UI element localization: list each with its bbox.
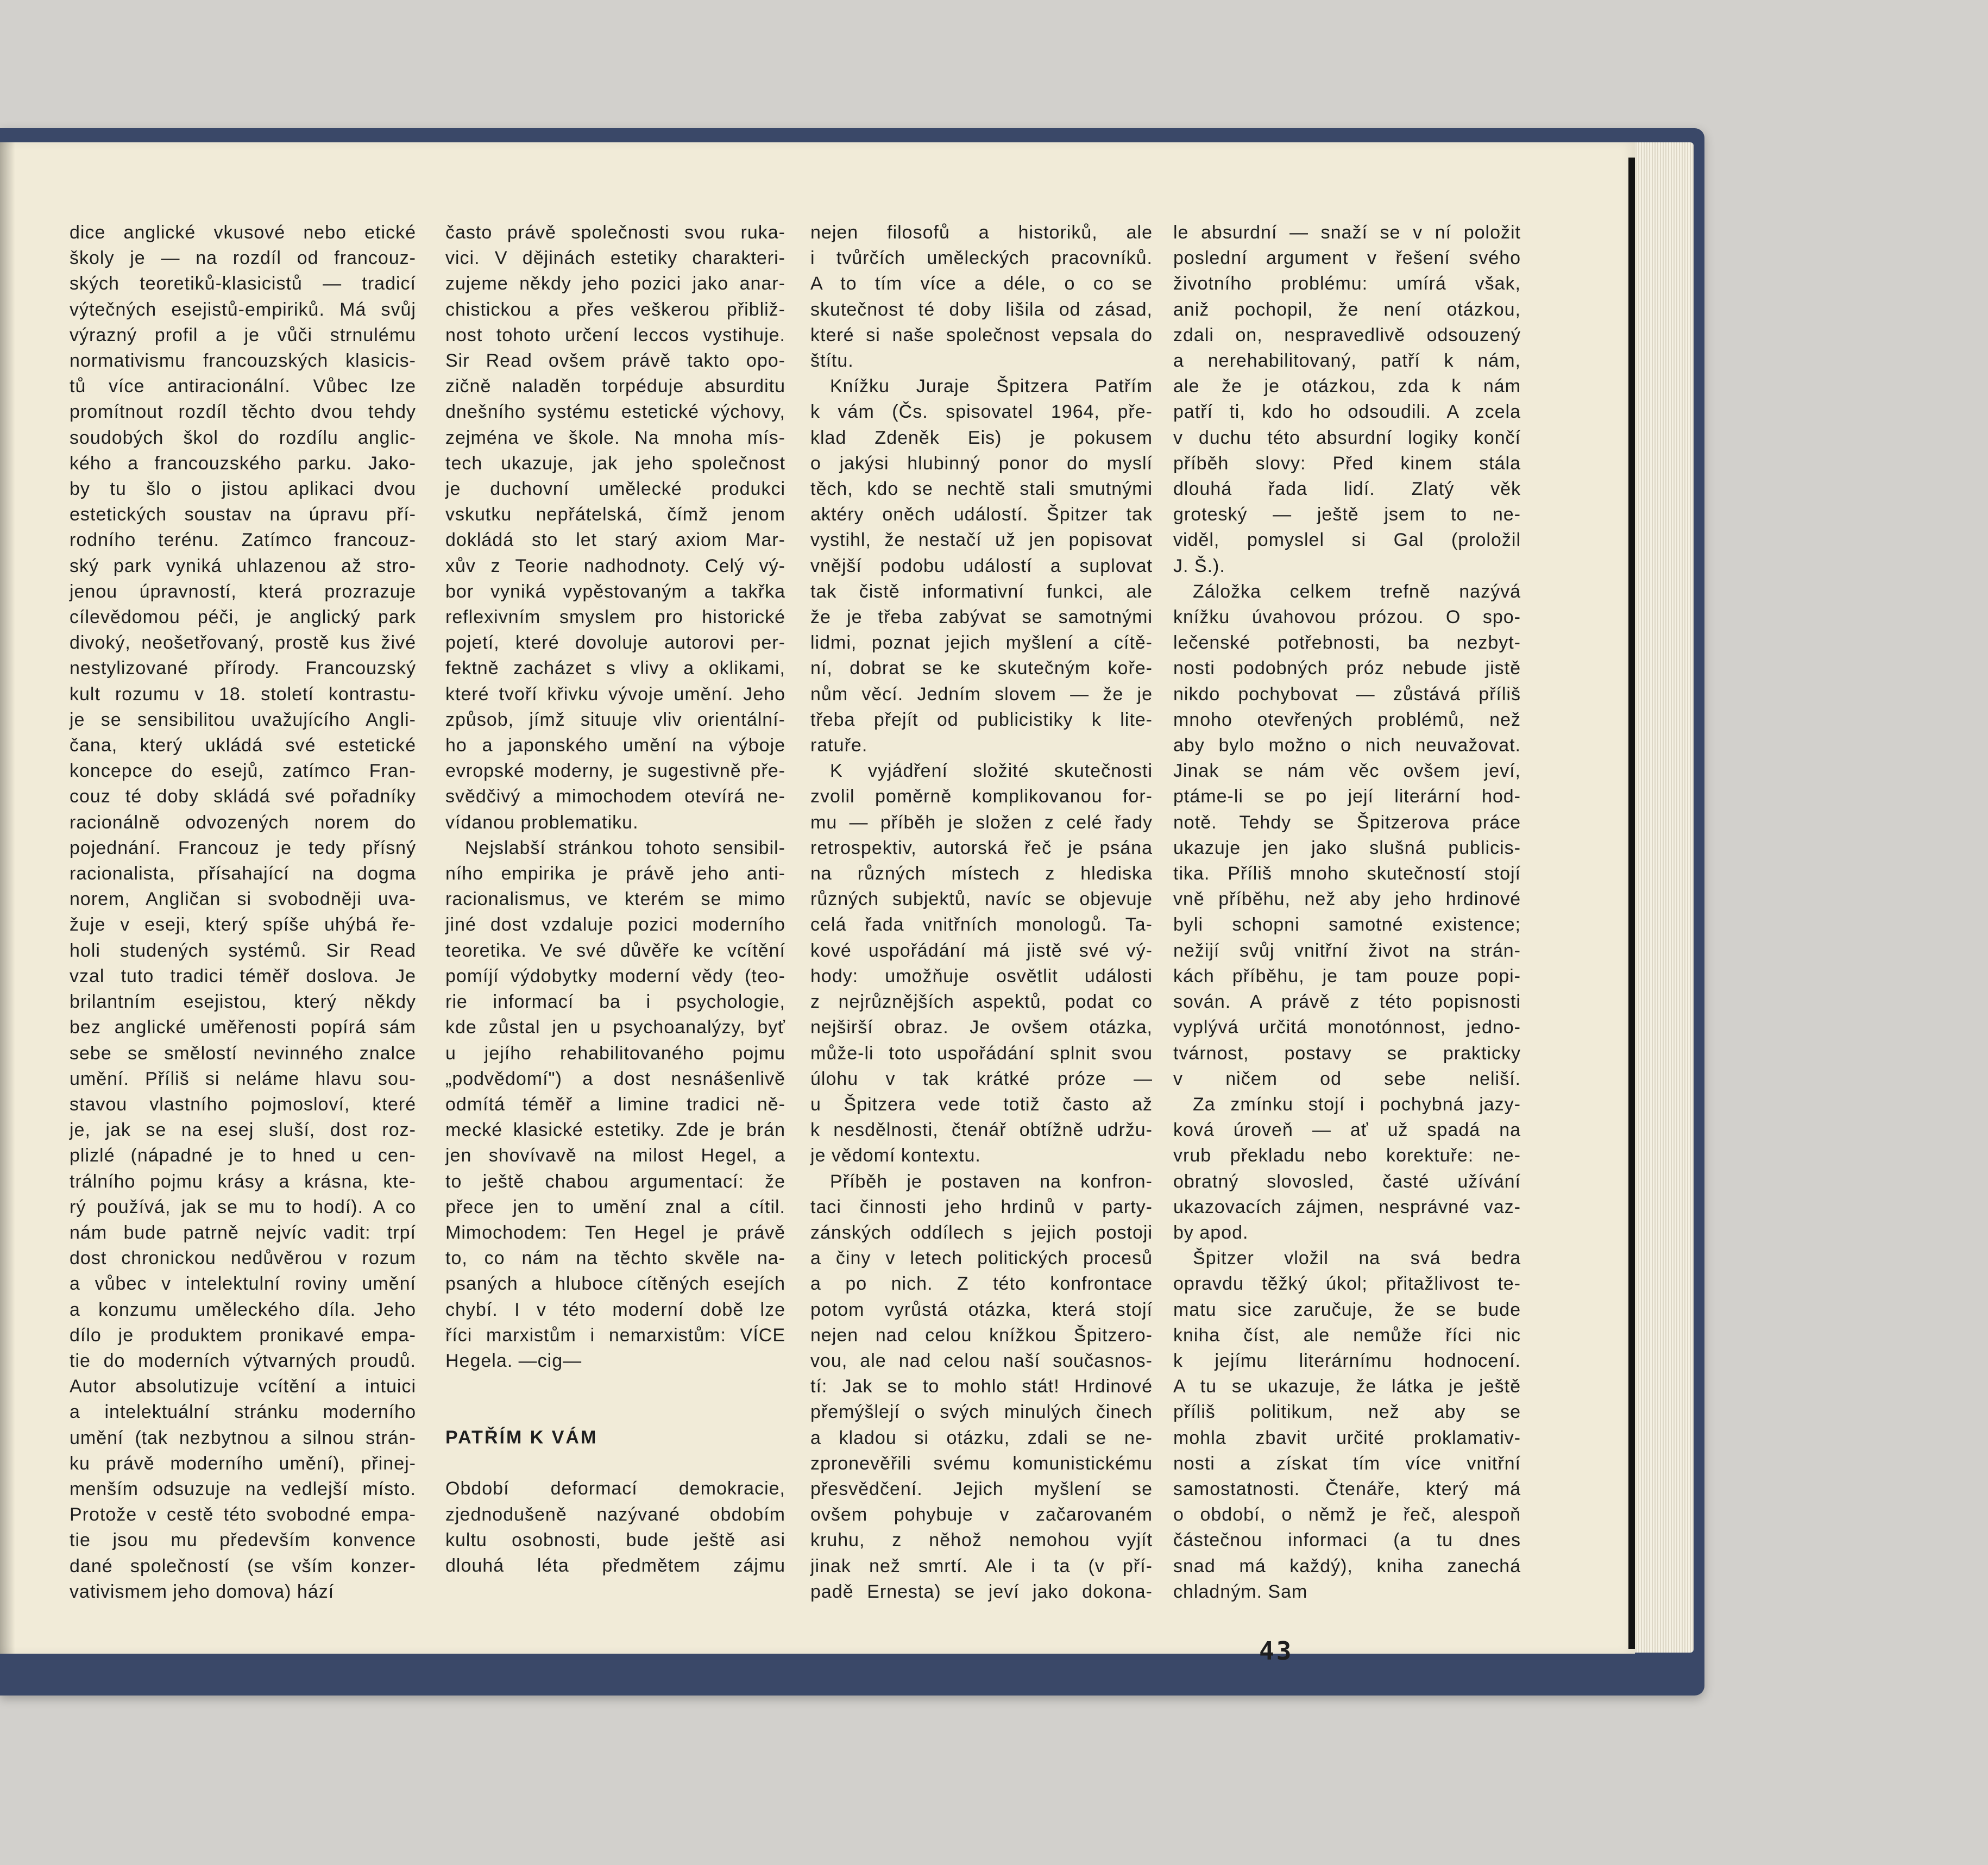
text-line: teoretika. Ve své důvěře ke vcítění (445, 940, 785, 961)
text-line: i tvůrčích uměleckých pracovníků. (810, 248, 1153, 269)
spine-shadow (0, 142, 15, 1654)
text-line: je vědomí kontextu. (810, 1145, 981, 1166)
text-line: aktéry oněch událostí. Špitzer tak (810, 504, 1153, 525)
text-line: trálního pojmu krásy a krásna, kte- (70, 1171, 416, 1192)
text-line: vskutku nepřátelská, čímž jenom (445, 504, 785, 525)
text-line: ských teoretiků-klasicistů — tradicí (70, 273, 416, 294)
text-line: tika. Příliš mnoho skutečností stojí (1173, 863, 1521, 884)
text-line: notě. Tehdy se Špitzerova práce (1173, 812, 1521, 833)
page-fore-edge (1634, 142, 1694, 1653)
text-line: reflexivním smyslem pro historické (445, 607, 785, 628)
text-line: pojetí, které dovoluje autorovi per- (445, 632, 785, 654)
text-line: k nesdělnosti, čtenář obtížně udržu- (810, 1120, 1153, 1141)
text-line: vzal tuto tradici téměř doslova. Je (70, 965, 416, 987)
text-line: pojednání. Francouz je tedy přísný (70, 837, 416, 858)
text-line: příběh slovy: Před kinem stála (1173, 453, 1521, 474)
text-line: jiné dost vzdaluje pozici moderního (445, 914, 785, 935)
text-line: nežijí svůj vnitřní život na strán- (1173, 940, 1521, 961)
text-line: na různých místech z hlediska (810, 863, 1153, 884)
text-line: vystihl, že nestačí už jen popisovat (810, 530, 1153, 551)
text-line: nům věcí. Jedním slovem — že je (810, 683, 1153, 705)
text-line: mnoho otevřených problémů, než (1173, 709, 1521, 730)
text-line: nosti podobných próz nebude jistě (1173, 658, 1521, 679)
text-line: xův z Teorie nadhodnoty. Celý vý- (445, 555, 785, 576)
text-line: Knížku Juraje Špitzera Patřím (830, 376, 1153, 397)
text-line: lidmi, poznat jejich myšlení a cítě- (810, 632, 1153, 654)
text-column-3 (810, 220, 1153, 1605)
text-line: o období, o němž je řeč, alespoň (1173, 1504, 1521, 1525)
text-line: to ještě chabou argumentací: že (445, 1171, 785, 1192)
text-line: Za zmínku stojí i pochybná jazy- (1193, 1094, 1521, 1115)
text-line: dnešního systému estetické výchovy, (445, 401, 785, 423)
text-line: vyplývá určitá monotónnost, jedno- (1173, 1017, 1521, 1038)
text-line: je duchovní umělecké produkci (445, 479, 785, 500)
text-line: matu sice zaručuje, že se bude (1173, 1299, 1521, 1320)
text-line: potom vyrůstá otázka, která stojí (810, 1299, 1153, 1320)
text-line: nejen nad celou knížkou Špitzero- (810, 1324, 1153, 1346)
text-line: ního empirika je právě jeho anti- (445, 863, 785, 884)
text-line: menším odsuzuje na vedlejší místo. (70, 1478, 416, 1499)
text-line: groteský — ještě jsem to ne- (1173, 504, 1521, 525)
text-line: v duchu této absurdní logiky končí (1173, 427, 1521, 448)
text-line: školy je — na rozdíl od francouz- (70, 248, 416, 269)
text-line: by apod. (1173, 1222, 1249, 1243)
text-line: nikdo pochybovat — zůstává příliš (1173, 683, 1521, 705)
text-line: kde zůstal jen u psychoanalýzy, byť (445, 1017, 785, 1038)
text-line: umění (tak nezbytnou a silnou strán- (70, 1427, 416, 1448)
text-line: umění. Příliš si neláme hlavu sou- (70, 1068, 416, 1089)
text-line: viděl, pomyslel si Gal (proložil (1173, 530, 1521, 551)
text-line: celá řada vnitřních monologů. Ta- (810, 914, 1153, 935)
text-line: nám bude patrně nejvíc vadit: trpí (70, 1222, 416, 1243)
article-heading: PATŘÍM K VÁM (445, 1427, 598, 1448)
text-line: dlouhá řada lidí. Zlatý věk (1173, 479, 1521, 500)
text-line: říci marxistům i nemarxistům: VÍCE (445, 1324, 785, 1346)
text-line: třeba přejít od publicistiky k lite- (810, 709, 1153, 730)
text-line: vnější podobu událostí a suplovat (810, 555, 1153, 576)
text-line: tvárnost, postavy se prakticky (1173, 1043, 1521, 1064)
text-line: dokládá sto let starý axiom Mar- (445, 530, 785, 551)
text-line: plizlé (nápadné je to hned u cen- (70, 1145, 416, 1166)
text-line: zpronevěřili svému komunistickému (810, 1453, 1153, 1474)
text-line: Záložka celkem trefně nazývá (1193, 581, 1521, 602)
text-line: racionálně odvozených norem do (70, 812, 416, 833)
text-line: štítu. (810, 350, 854, 372)
text-line: a konzumu uměleckého díla. Jeho (70, 1299, 416, 1320)
text-line: Autor absolutizuje vcítění a intuici (70, 1376, 416, 1397)
text-line: různých subjektů, navíc se objevuje (810, 889, 1153, 910)
text-line: které tvoří křivku vývoje umění. Jeho (445, 683, 785, 705)
text-line: kniha číst, ale nemůže říci nic (1173, 1324, 1521, 1346)
text-line: u Špitzera vede totiž často až (810, 1094, 1153, 1115)
text-line: ukazovacích zájmen, nesprávné vaz- (1173, 1196, 1521, 1217)
text-line: vrub překladu nebo korektuře: ne- (1173, 1145, 1521, 1166)
text-line: aby bylo možno o nich neuvažovat. (1173, 735, 1521, 756)
text-line: ho a japonského umění na výboje (445, 735, 785, 756)
text-line: ková úroveň — ať už spadá na (1173, 1120, 1521, 1141)
text-line: jen shovívavě na milost Hegel, a (445, 1145, 785, 1166)
text-line: zujeme někdy jeho pozici jako anar- (445, 273, 785, 294)
text-line: Nejslabší stránkou tohoto sensibil- (465, 837, 785, 858)
text-line: fektně zacházet s vlivy a oklikami, (445, 658, 785, 679)
text-line: z nejrůznějších aspektů, podat co (810, 991, 1153, 1013)
text-line: Období deformací demokracie, (445, 1478, 785, 1499)
text-line: ptáme-li se po její literární hod- (1173, 786, 1521, 807)
text-line: kého a francouzského parku. Jako- (70, 453, 416, 474)
text-line: racionalismus, ve kterém se mimo (445, 889, 785, 910)
text-line: nestylizované přírody. Francouzský (70, 658, 416, 679)
text-line: nosti a získat tím více vnitřní (1173, 1453, 1521, 1474)
text-line: ukazuje jen jako slušná publicis- (1173, 837, 1521, 858)
text-line: chybí. I v této moderní době lze (445, 1299, 785, 1320)
text-line: poslední argument v řešení svého (1173, 248, 1521, 269)
text-line: „podvědomí") a dost nesnášenlivě (445, 1068, 785, 1089)
text-line: hody: umožňuje osvětlit události (810, 965, 1153, 987)
text-line: rý používá, jak se mu to hodí). A co (70, 1196, 416, 1217)
text-line: dost chronickou nedůvěrou v rozum (70, 1248, 416, 1269)
text-line: které si naše společnost vepsala do (810, 324, 1153, 346)
text-line: obratný slovosled, časté užívání (1173, 1171, 1521, 1192)
text-line: to, co nám na těchto skvěle na- (445, 1248, 785, 1269)
text-line: Sir Read ovšem právě takto opo- (445, 350, 785, 372)
text-column-4 (1173, 220, 1521, 1605)
text-line: Protože v cestě této svobodné empa- (70, 1504, 416, 1525)
text-line: k jejímu literárnímu hodnocení. (1173, 1350, 1521, 1371)
text-line: v ničem od sebe neliší. (1173, 1068, 1521, 1089)
text-line: A tu se ukazuje, že látka je ještě (1173, 1376, 1521, 1397)
text-line: zjednodušeně nazývané obdobím (445, 1504, 785, 1525)
text-line: vně příběhu, než aby jeho hrdinové (1173, 889, 1521, 910)
text-line: nejširší obraz. Je ovšem otázka, (810, 1017, 1153, 1038)
text-line: příliš politikum, než aby se (1173, 1402, 1521, 1423)
text-line: jenou úpravností, která prozrazuje (70, 581, 416, 602)
text-line: ratuře. (810, 735, 868, 756)
text-line: pomíjí výdobytky moderní vědy (teo- (445, 965, 785, 987)
text-line: tů více antiracionální. Vůbec lze (70, 376, 416, 397)
text-line: by tu šlo o jistou aplikaci dvou (70, 479, 416, 500)
text-line: zvolil poměrně komplikovanou for- (810, 786, 1153, 807)
text-line: tie do moderních výtvarných proudů. (70, 1350, 416, 1371)
text-line: le absurdní — snaží se v ní položit (1173, 222, 1521, 243)
text-line: bor vyniká vypěstovaným a takřka (445, 581, 785, 602)
text-line: svědčivý a mimochodem otevírá ne- (445, 786, 785, 807)
text-line: norem, Angličan si svobodněji uva- (70, 889, 416, 910)
text-line: přece jen to umění znal a cítil. (445, 1196, 785, 1217)
text-line: ale že je otázkou, zda k nám (1173, 376, 1521, 397)
text-line: promítnout rozdíl těchto dvou tehdy (70, 401, 416, 423)
text-line: mu — příběh je složen z celé řady (810, 812, 1153, 833)
text-column-1 (70, 220, 416, 1605)
text-line: estetických soustav na úpravu pří- (70, 504, 416, 525)
text-line: Příběh je postaven na konfron- (830, 1171, 1153, 1192)
text-column-2 (445, 220, 785, 1579)
text-line: k vám (Čs. spisovatel 1964, pře- (810, 401, 1153, 423)
text-line: divoký, neošetřovaný, prostě kus živé (70, 632, 416, 654)
text-line: aniž pochopil, že není otázkou, (1173, 299, 1521, 320)
text-line: brilantním esejistou, který někdy (70, 991, 416, 1013)
text-line: lečenské potřebnosti, ba nezbyt- (1173, 632, 1521, 654)
text-line: částečnou informaci (a tu dnes (1173, 1530, 1521, 1551)
text-line: vativismem jeho domova) hází (70, 1581, 335, 1602)
text-line: kult rozumu v 18. století kontrastu- (70, 683, 416, 705)
text-line: a kladou si otázku, zdali se ne- (810, 1427, 1153, 1448)
text-line: dílo je produktem pronikavé empa- (70, 1324, 416, 1346)
text-line: zdali on, nespravedlivě odsouzený (1173, 324, 1521, 346)
text-line: kultu osobnosti, bude ještě asi (445, 1529, 785, 1550)
text-line: klad Zdeněk Eis) je pokusem (810, 427, 1153, 448)
text-line: o jakýsi hlubinný ponor do myslí (810, 453, 1153, 474)
text-line: patří ti, kdo ho odsoudili. A zcela (1173, 401, 1521, 423)
text-line: A to tím více a déle, o co se (810, 273, 1153, 294)
text-line: nejen filosofů a historiků, ale (810, 222, 1153, 243)
text-line: knížku úvahovou prózou. O spo- (1173, 607, 1521, 628)
text-line: odmítá téměř a limine tradici ně- (445, 1094, 785, 1115)
text-line: Jinak se nám věc ovšem jeví, (1173, 761, 1521, 782)
text-line: a intelektuální stránku moderního (70, 1402, 416, 1423)
text-line: Hegela. —cig— (445, 1350, 582, 1371)
text-line: stavou vlastního pojmosloví, které (70, 1094, 416, 1115)
text-line: evropské moderny, je sugestivně pře- (445, 761, 785, 782)
text-line: dice anglické vkusové nebo etické (70, 222, 416, 243)
text-line: bez anglické uměřenosti popírá sám (70, 1017, 416, 1038)
text-line: dané společností (se vším konzer- (70, 1555, 416, 1577)
text-line: vídanou problematiku. (445, 812, 639, 833)
text-line: tie jsou mu především konvence (70, 1530, 416, 1551)
text-line: normativismu francouzských klasicis- (70, 350, 416, 372)
text-line: retrospektiv, autorská řeč je psána (810, 837, 1153, 858)
text-line: tech ukazuje, jak jeho společnost (445, 453, 785, 474)
text-line: čana, který ukládá své estetické (70, 735, 416, 756)
text-line: sován. A právě z této popisnosti (1173, 991, 1521, 1013)
text-line: Špitzer vložil na svá bedra (1193, 1248, 1521, 1269)
text-line: je, jak se na esej sluší, dost roz- (70, 1120, 416, 1141)
text-line: rodního terénu. Zatímco francouz- (70, 530, 416, 551)
text-line: chistickou a přes veškerou přibliž- (445, 299, 785, 320)
text-line: J. Š.). (1173, 555, 1225, 576)
text-line: ní, dobrat se ke skutečným koře- (810, 658, 1153, 679)
text-line: rie informací ba i psychologie, (445, 991, 785, 1013)
page-number: 43 (1259, 1636, 1294, 1666)
text-line: a nerehabilitovaný, patří k nám, (1173, 350, 1521, 372)
text-line: zičně naladěn torpéduje absurditu (445, 376, 785, 397)
text-line: zejména ve škole. Na mnoha mís- (445, 427, 785, 448)
page-edge-line (1628, 158, 1635, 1649)
text-line: holi studených systémů. Sir Read (70, 940, 416, 961)
text-line: soudobých škol do rozdílu anglic- (70, 427, 416, 448)
text-line: je se sensibilitou uvažujícího Angli- (70, 709, 416, 730)
text-line: životního problému: umírá však, (1173, 273, 1521, 294)
text-line: často právě společnosti svou ruka- (445, 222, 785, 243)
text-line: tí: Jak se to mohlo stát! Hrdinové (810, 1376, 1153, 1397)
text-line: sebe se smělostí nevinného znalce (70, 1043, 416, 1064)
text-line: kruhu, z něhož nemohou vyjít (810, 1530, 1153, 1551)
text-line: racionalista, přísahající na dogma (70, 863, 416, 884)
text-line: nost tohoto určení leccos vystihuje. (445, 324, 785, 346)
text-line: dlouhá léta předmětem zájmu (445, 1555, 785, 1576)
text-line: ský park vyniká uhlazenou až stro- (70, 555, 416, 576)
text-line: jinak než smrtí. Ale i ta (v pří- (810, 1555, 1153, 1577)
text-line: cílevědomou péči, je anglický park (70, 607, 416, 628)
text-line: způsob, jímž situuje vliv orientální- (445, 709, 785, 730)
text-line: žuje v eseji, který spíše uhýbá ře- (70, 914, 416, 935)
text-line: kové uspořádání má jistě své vý- (810, 940, 1153, 961)
text-line: padě Ernesta) se jeví jako dokona- (810, 1581, 1153, 1602)
text-line: chladným. Sam (1173, 1581, 1308, 1602)
text-line: vou, ale nad celou naší současnos- (810, 1350, 1153, 1371)
text-line: zánských oddílech s jejich postoji (810, 1222, 1153, 1243)
text-line: že je třeba zabývat se samotnými (810, 607, 1153, 628)
text-line: a činy v letech politických procesů (810, 1248, 1153, 1269)
text-line: úlohu v tak krátké próze — (810, 1068, 1153, 1089)
text-line: mohla zbavit určité proklamativ- (1173, 1427, 1521, 1448)
text-line: výrazný profil a je vůči strnulému (70, 324, 416, 346)
text-line: těch, kdo se nechtě stali smutnými (810, 479, 1153, 500)
text-line: kách příběhu, je tam pouze popi- (1173, 965, 1521, 987)
text-line: ovšem pohybuje v začarovaném (810, 1504, 1153, 1525)
text-line: K vyjádření složité skutečnosti (830, 761, 1153, 782)
text-line: a vůbec v intelektulní roviny umění (70, 1273, 416, 1295)
text-line: může-li toto uspořádání splnit svou (810, 1043, 1153, 1064)
text-line: koncepce do esejů, zatímco Fran- (70, 761, 416, 782)
text-line: snad má každý), kniha zanechá (1173, 1555, 1521, 1577)
text-line: a po nich. Z této konfrontace (810, 1273, 1153, 1295)
text-line: přemýšlejí o svých minulých činech (810, 1402, 1153, 1423)
text-line: vici. V dějinách estetiky charakteri- (445, 248, 785, 269)
text-line: couz té doby skládá své pořadníky (70, 786, 416, 807)
text-line: taci činnosti jeho hrdinů v party- (810, 1196, 1153, 1217)
text-line: psaných a hluboce cítěných esejích (445, 1273, 785, 1295)
text-line: tak čistě informativní funkci, ale (810, 581, 1153, 602)
text-line: výtečných esejistů-empiriků. Má svůj (70, 299, 416, 320)
text-line: opravdu těžký úkol; přitažlivost te- (1173, 1273, 1521, 1295)
text-line: u jejího rehabilitovaného pojmu (445, 1043, 785, 1064)
text-line: skutečnost té doby lišila od zásad, (810, 299, 1153, 320)
text-line: samostatnosti. Čtenáře, který má (1173, 1478, 1521, 1499)
text-line: přesvědčení. Jejich myšlení se (810, 1478, 1153, 1499)
text-line: mecké klasické estetiky. Zde je brán (445, 1120, 785, 1141)
text-line: Mimochodem: Ten Hegel je právě (445, 1222, 785, 1243)
text-line: ku právě moderního umění), přinej- (70, 1453, 416, 1474)
text-line: byli schopni samotné existence; (1173, 914, 1521, 935)
